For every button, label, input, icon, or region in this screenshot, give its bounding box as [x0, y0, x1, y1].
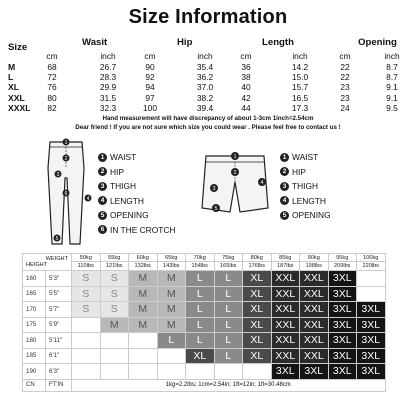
lbs-header: 132lbs [129, 262, 158, 271]
svg-text:3: 3 [212, 186, 216, 192]
size-cell [72, 318, 101, 334]
unit-inch: inch [384, 51, 400, 61]
number-badge-icon: 2 [98, 167, 107, 176]
legend-label: HIP [292, 166, 306, 177]
size-value: 16.5 [291, 92, 309, 103]
col-header-hip: Hip [177, 37, 193, 48]
size-cell [158, 349, 187, 365]
size-label: M [8, 62, 16, 72]
size-value: 80 [47, 92, 57, 103]
size-value: 39.4 [196, 102, 214, 113]
kg-header: 75kg [215, 253, 244, 262]
size-cell: S [101, 271, 130, 287]
number-badge-icon: 5 [280, 211, 289, 220]
svg-text:3: 3 [56, 172, 60, 178]
size-cell: XL [243, 302, 272, 318]
size-cell [129, 333, 158, 349]
size-cell: L [186, 333, 215, 349]
legend-item [280, 152, 318, 162]
height-cm-label: 160 [22, 271, 46, 287]
size-cell [158, 364, 187, 380]
unit-cm: cm [339, 51, 351, 61]
size-cell: S [101, 287, 130, 303]
height-ft-label: 5'3" [46, 271, 72, 287]
size-cell: L [186, 302, 215, 318]
kg-header: 80kg [243, 253, 272, 262]
size-cell: L [186, 271, 215, 287]
size-value: 94 [145, 82, 155, 93]
height-cm-label: 190 [22, 364, 46, 380]
note-contact: Dear friend ! If you are not sure which size you could wear . Please feel free to contact us ! [75, 124, 341, 131]
lbs-header: 187lbs [272, 262, 301, 271]
legend-item [98, 210, 149, 220]
size-cell: L [158, 333, 187, 349]
lbs-header: 198lbs [300, 262, 329, 271]
kg-header: 95kg [329, 253, 358, 262]
number-badge-icon: 5 [98, 211, 107, 220]
size-cell: L [215, 333, 244, 349]
size-cell: XXL [300, 318, 329, 334]
size-cell: XXL [300, 302, 329, 318]
size-cell: XXL [272, 349, 301, 365]
svg-text:2: 2 [233, 170, 237, 176]
size-cell: 3XL [329, 318, 358, 334]
size-cell: S [72, 287, 101, 303]
shorts-diagram [200, 150, 270, 220]
lbs-header: 110lbs [72, 262, 101, 271]
legend-label: OPENING [292, 210, 331, 220]
lbs-header: 121lbs [101, 262, 130, 271]
kg-header: 85kg [272, 253, 301, 262]
size-value: 42 [241, 92, 251, 103]
size-cell [357, 287, 386, 303]
size-value: 38 [241, 72, 251, 83]
size-value: 22 [340, 62, 350, 72]
kg-header: 50kg [72, 253, 101, 262]
lbs-header: 154lbs [186, 262, 215, 271]
kg-header: 70kg [186, 253, 215, 262]
size-value: 22 [340, 72, 350, 83]
height-ft-label: 5'7" [46, 302, 72, 318]
svg-text:4: 4 [86, 196, 90, 202]
size-value: 44 [241, 102, 251, 113]
size-cell: 3XL [272, 364, 301, 380]
size-cell: M [129, 302, 158, 318]
size-cell: XXL [272, 318, 301, 334]
height-ft-label: 5'5" [46, 287, 72, 303]
svg-text:1: 1 [233, 154, 237, 160]
kg-header: 60kg [129, 253, 158, 262]
legend-item [98, 167, 124, 177]
size-cell: M [129, 271, 158, 287]
legend-label: HIP [110, 166, 124, 177]
size-value: 14.2 [291, 62, 309, 72]
svg-text:5: 5 [55, 236, 59, 242]
size-cell: XXL [272, 287, 301, 303]
legend-item [280, 196, 326, 206]
kg-header: 65kg [158, 253, 187, 262]
size-cell: S [72, 271, 101, 287]
legend-label: LENGTH [110, 195, 144, 206]
size-cell: XL [186, 349, 215, 365]
size-cell: 3XL [329, 271, 358, 287]
weight-label: WEIGHT [45, 256, 68, 262]
size-cell: XXL [272, 302, 301, 318]
col-header-size: Size [8, 42, 28, 53]
legend-label: WAIST [110, 152, 137, 162]
footer-cn: CN [22, 380, 46, 392]
number-badge-icon: 4 [280, 196, 289, 205]
legend-item [98, 196, 144, 206]
size-cell: 3XL [329, 333, 358, 349]
size-value: 97 [145, 92, 155, 103]
legend-label: OPENING [110, 210, 149, 220]
kg-header: 55kg [101, 253, 130, 262]
size-value: 68 [47, 62, 57, 72]
height-ft-label: 5'11" [46, 333, 72, 349]
size-cell [215, 364, 244, 380]
unit-inch: inch [197, 51, 213, 61]
size-cell [72, 333, 101, 349]
size-value: 15.0 [291, 72, 309, 83]
pants-diagram [40, 138, 92, 248]
height-label: HEIGHT [26, 262, 48, 268]
col-header-waist: Wasit [82, 37, 108, 48]
size-cell: 3XL [357, 302, 386, 318]
size-value: 15.7 [291, 82, 309, 93]
col-header-length: Length [262, 37, 294, 48]
size-cell: M [101, 318, 130, 334]
lbs-header: 165lbs [215, 262, 244, 271]
size-label: XXL [8, 92, 25, 103]
page-title: Size Information [128, 6, 288, 28]
lbs-header: 220lbs [357, 262, 386, 271]
svg-text:2: 2 [64, 156, 68, 162]
size-cell: XXL [272, 271, 301, 287]
height-cm-label: 165 [22, 287, 46, 303]
size-cell: XL [243, 318, 272, 334]
size-cell: M [129, 318, 158, 334]
footer-ft: FT'IN [46, 380, 72, 392]
size-value: 35.4 [196, 62, 214, 72]
size-cell: XXL [300, 349, 329, 365]
size-cell: L [186, 318, 215, 334]
size-value: 76 [47, 82, 57, 93]
size-cell [243, 364, 272, 380]
col-header-opening: Opening [358, 37, 397, 48]
height-ft-label: 6'3" [46, 364, 72, 380]
size-cell [357, 271, 386, 287]
grid-corner [22, 253, 72, 271]
height-ft-label: 5'9" [46, 318, 72, 334]
size-cell: 3XL [357, 349, 386, 365]
size-cell: XXL [272, 333, 301, 349]
size-value: 92 [145, 72, 155, 83]
size-cell: 3XL [357, 333, 386, 349]
size-value: 100 [143, 102, 157, 113]
size-cell: 3XL [329, 349, 358, 365]
footer-conversion-note: 1kg=2.2lbs; 1cm=2.54in; 1ft=12in; 1ft=30.48cm [72, 380, 386, 392]
size-label: XXXL [8, 102, 31, 113]
legend-label: IN THE CROTCH [110, 224, 176, 235]
size-cell [101, 333, 130, 349]
size-value: 40 [241, 82, 251, 93]
size-value: 9.1 [386, 82, 398, 93]
legend-label: THIGH [292, 181, 319, 191]
legend-item [280, 181, 318, 191]
size-cell [186, 364, 215, 380]
size-value: 9.1 [386, 92, 398, 103]
height-ft-label: 6'1" [46, 349, 72, 365]
size-value: 36 [241, 62, 251, 72]
size-label: XL [8, 82, 19, 93]
size-value: 72 [47, 72, 57, 83]
unit-cm: cm [240, 51, 252, 61]
size-cell: M [129, 287, 158, 303]
size-value: 82 [47, 102, 57, 113]
legend-label: THIGH [110, 181, 137, 191]
legend-label: LENGTH [292, 195, 326, 206]
size-cell: M [158, 287, 187, 303]
height-cm-label: 180 [22, 333, 46, 349]
number-badge-icon: 1 [280, 153, 289, 162]
kg-header: 100kg [357, 253, 386, 262]
size-value: 32.3 [99, 102, 117, 113]
size-value: 24 [340, 102, 350, 113]
size-value: 9.5 [386, 102, 398, 113]
size-value: 38.2 [196, 92, 214, 103]
size-value: 17.3 [291, 102, 309, 113]
size-cell: M [158, 318, 187, 334]
unit-cm: cm [144, 51, 156, 61]
svg-text:6: 6 [64, 191, 68, 197]
number-badge-icon: 6 [98, 225, 107, 234]
size-cell: XXL [300, 333, 329, 349]
height-cm-label: 175 [22, 318, 46, 334]
unit-cm: cm [46, 51, 58, 61]
size-label: L [8, 72, 14, 83]
legend-label: WAIST [292, 152, 319, 162]
size-cell [129, 349, 158, 365]
unit-inch: inch [100, 51, 116, 61]
size-cell: 3XL [357, 318, 386, 334]
size-value: 23 [340, 92, 350, 103]
height-cm-label: 185 [22, 349, 46, 365]
size-cell: XL [243, 333, 272, 349]
lbs-header: 209lbs [329, 262, 358, 271]
legend-item [98, 225, 175, 235]
size-cell: L [215, 271, 244, 287]
number-badge-icon: 2 [280, 167, 289, 176]
size-cell [101, 349, 130, 365]
height-cm-label: 170 [22, 302, 46, 318]
size-cell: L [215, 302, 244, 318]
legend-item [98, 181, 136, 191]
size-cell: 3XL [329, 364, 358, 380]
size-cell: 3XL [300, 364, 329, 380]
size-cell [72, 364, 101, 380]
size-cell: L [215, 287, 244, 303]
size-cell: 3XL [329, 302, 358, 318]
size-value: 26.7 [99, 62, 117, 72]
size-cell: S [101, 302, 130, 318]
size-value: 28.3 [99, 72, 117, 83]
size-cell: L [215, 318, 244, 334]
lbs-header: 143lbs [158, 262, 187, 271]
unit-inch: inch [292, 51, 308, 61]
size-cell: 3XL [357, 364, 386, 380]
svg-text:4: 4 [260, 180, 264, 186]
size-cell: M [158, 271, 187, 287]
kg-header: 90kg [300, 253, 329, 262]
size-value: 31.5 [99, 92, 117, 103]
size-cell [129, 364, 158, 380]
size-cell [72, 349, 101, 365]
size-value: 36.2 [196, 72, 214, 83]
size-cell: M [158, 302, 187, 318]
size-cell [101, 364, 130, 380]
size-cell: XL [243, 287, 272, 303]
size-cell: XXL [300, 287, 329, 303]
number-badge-icon: 4 [98, 196, 107, 205]
size-cell: L [186, 287, 215, 303]
svg-text:1: 1 [64, 140, 68, 146]
svg-text:5: 5 [214, 206, 218, 212]
size-value: 8.7 [386, 72, 398, 83]
size-cell: XL [243, 271, 272, 287]
lbs-header: 176lbs [243, 262, 272, 271]
size-value: 29.9 [99, 82, 117, 93]
size-cell: S [72, 302, 101, 318]
legend-item [98, 152, 136, 162]
number-badge-icon: 1 [98, 153, 107, 162]
size-value: 8.7 [386, 62, 398, 72]
size-cell: L [215, 349, 244, 365]
note-measurement: Hand measurement will have discrepancy of about 1-3cm 1inch=2.54cm [102, 115, 314, 122]
size-value: 37.0 [196, 82, 214, 93]
number-badge-icon: 3 [280, 182, 289, 191]
size-cell: XL [243, 349, 272, 365]
size-value: 90 [145, 62, 155, 72]
legend-item [280, 167, 306, 177]
legend-item [280, 210, 331, 220]
size-value: 23 [340, 82, 350, 93]
size-cell: 3XL [329, 287, 358, 303]
size-cell: XXL [300, 271, 329, 287]
number-badge-icon: 3 [98, 182, 107, 191]
